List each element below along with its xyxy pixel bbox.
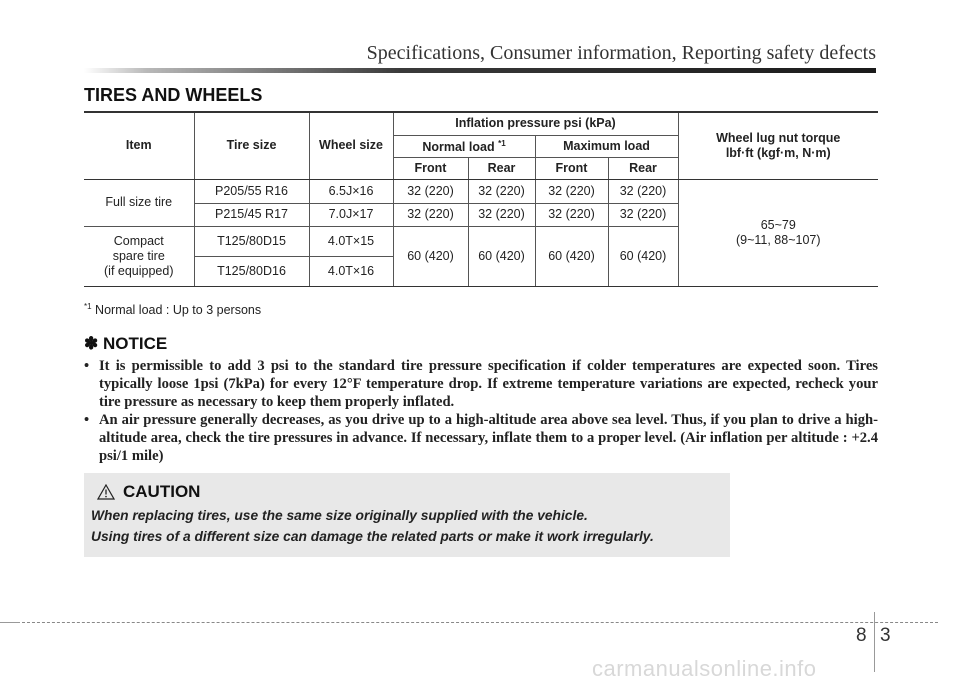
normal-load-footnote-mark: *1 xyxy=(498,139,506,149)
compact-label-line: Compact xyxy=(113,233,164,248)
footnote xyxy=(84,302,261,317)
col-header-max-front: Front xyxy=(535,157,608,179)
col-header-wheel-size: Wheel size xyxy=(309,112,393,179)
max-front-cell: 32 (220) xyxy=(535,179,608,203)
col-header-tire-size: Tire size xyxy=(194,112,309,179)
col-header-normal-front: Front xyxy=(393,157,468,179)
tire-size-cell: T125/80D15 xyxy=(194,226,309,256)
chapter-number: 8 xyxy=(856,625,867,646)
col-header-max-rear: Rear xyxy=(608,157,678,179)
warning-triangle-icon xyxy=(97,484,115,500)
caution-box xyxy=(84,473,730,557)
wheel-size-cell: 7.0J×17 xyxy=(309,203,393,226)
tires-wheels-table xyxy=(84,111,878,287)
section-title: TIRES AND WHEELS xyxy=(84,85,263,105)
normal-rear-cell: 32 (220) xyxy=(468,203,535,226)
max-rear-cell: 32 (220) xyxy=(608,203,678,226)
max-front-cell: 32 (220) xyxy=(535,203,608,226)
table-row xyxy=(84,179,878,203)
col-header-lug-nut-torque xyxy=(678,112,878,179)
footer-tick xyxy=(0,622,20,623)
normal-front-cell: 32 (220) xyxy=(393,179,468,203)
watermark-text: carmanualsonline.info xyxy=(592,656,817,681)
lug-nut-unit: lbf·ft (kgf·m, N·m) xyxy=(725,145,831,160)
header-rule xyxy=(84,68,876,73)
caution-text-line: When replacing tires, use the same size originally supplied with the vehicle. xyxy=(91,508,588,523)
caution-header xyxy=(97,482,200,502)
max-rear-cell: 60 (420) xyxy=(608,226,678,286)
normal-front-cell: 60 (420) xyxy=(393,226,468,286)
col-header-item: Item xyxy=(84,112,194,179)
running-header: Specifications, Consumer information, Reporting safety defects xyxy=(366,42,876,64)
footnote-mark: *1 xyxy=(84,302,92,311)
torque-value-lbf: 65~79 xyxy=(760,217,796,232)
wheel-size-cell: 6.5J×16 xyxy=(309,179,393,203)
page-number: 3 xyxy=(880,625,891,646)
list-item: • It is permissible to add 3 psi to the standard tire pressure specification if colder temperatures are expected soon. Tires typically loose 1psi (7kPa) for every 12°F temperature drop. If extreme temperature variations are expected, recheck your tire pressure as necessary to keep them properly inflated. xyxy=(84,357,878,411)
caution-text-line: Using tires of a different size can damage the related parts or make it work irregularly. xyxy=(91,529,654,544)
full-size-tire-label: Full size tire xyxy=(84,179,194,226)
max-front-cell: 60 (420) xyxy=(535,226,608,286)
torque-value-kgf-nm: (9~11, 88~107) xyxy=(735,232,821,247)
wheel-size-cell: 4.0T×15 xyxy=(309,226,393,256)
list-item: • An air pressure generally decreases, as you drive up to a high-altitude area above sea level. Thus, if you plan to drive a high-altitude area, check the tire pressures in advance. If necessary, inflate them to a proper level. (Air inflation per altitude : +2.4 psi/1 mile) xyxy=(84,411,878,465)
footer-rule xyxy=(22,622,938,623)
page-number-separator xyxy=(874,612,875,672)
compact-spare-tire-label xyxy=(84,226,194,286)
lug-nut-label: Wheel lug nut torque xyxy=(716,130,841,145)
col-header-maximum-load: Maximum load xyxy=(535,135,678,157)
col-header-inflation: Inflation pressure psi (kPa) xyxy=(393,112,678,135)
normal-load-label: Normal load xyxy=(422,140,495,155)
col-header-normal-load xyxy=(393,135,535,157)
normal-front-cell: 32 (220) xyxy=(393,203,468,226)
normal-rear-cell: 60 (420) xyxy=(468,226,535,286)
tire-size-cell: T125/80D16 xyxy=(194,256,309,286)
footnote-text: Normal load : Up to 3 persons xyxy=(95,303,262,318)
col-header-normal-rear: Rear xyxy=(468,157,535,179)
notice-title: ✽ NOTICE xyxy=(84,334,168,353)
normal-rear-cell: 32 (220) xyxy=(468,179,535,203)
wheel-size-cell: 4.0T×16 xyxy=(309,256,393,286)
tire-size-cell: P205/55 R16 xyxy=(194,179,309,203)
compact-label-line: (if equipped) xyxy=(104,263,174,278)
caution-title: CAUTION xyxy=(123,482,201,501)
lug-nut-torque-cell xyxy=(678,179,878,286)
notice-list xyxy=(84,357,878,465)
max-rear-cell: 32 (220) xyxy=(608,179,678,203)
tire-size-cell: P215/45 R17 xyxy=(194,203,309,226)
compact-label-line: spare tire xyxy=(112,248,165,263)
